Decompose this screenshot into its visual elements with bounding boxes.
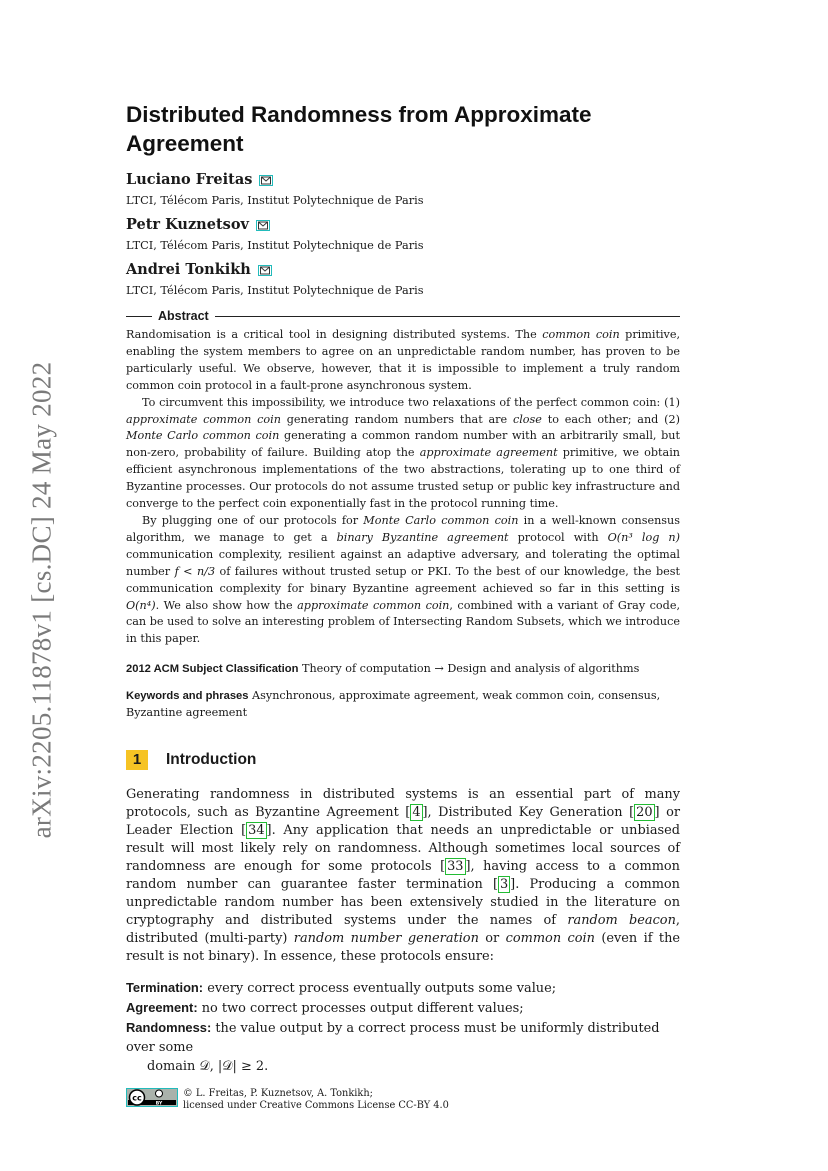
- abstract-rule-left: [126, 316, 152, 317]
- citation-link[interactable]: 20: [636, 804, 653, 820]
- cc-logo-text: cc: [132, 1093, 142, 1103]
- email-icon[interactable]: [258, 265, 272, 276]
- property-agreement: Agreement: no two correct processes output different values;: [126, 999, 524, 1016]
- author-name: Luciano Freitas: [126, 171, 253, 188]
- property-label: Randomness:: [126, 1019, 212, 1035]
- author-1: [126, 170, 680, 189]
- license-text: [183, 1088, 449, 1112]
- section-heading: [126, 750, 680, 770]
- email-icon[interactable]: [259, 175, 273, 186]
- abstract-label: Abstract: [158, 309, 209, 323]
- citation-link[interactable]: 4: [412, 804, 421, 820]
- property-label: Termination:: [126, 979, 204, 995]
- license-line: licensed under Creative Commons License CC-BY 4.0: [183, 1099, 449, 1111]
- abstract-rule-right: [215, 316, 680, 317]
- property-randomness-continued: domain 𝒟, |𝒟| ≥ 2.: [147, 1058, 269, 1074]
- keywords: [126, 688, 680, 722]
- property-termination: Termination: every correct process eventually outputs some value;: [126, 979, 557, 996]
- properties-list: [126, 978, 680, 1076]
- citation-link[interactable]: 33: [447, 858, 464, 874]
- author-name: Andrei Tonkikh: [126, 261, 251, 278]
- abstract-header: [126, 309, 680, 323]
- author-affiliation: LTCI, Télécom Paris, Institut Polytechnique de Paris: [126, 239, 424, 252]
- abstract-paragraph-2: To circumvent this impossibility, we introduce two relaxations of the perfect common coin: (1) approximate common coin generating random numbers that are close to each other; and (2) Monte Carlo common coin generating a common random number with an arbitrarily small, but non-zero, probability of failure. Building atop the approximate agreement primitive, we obtain efficient asynchronous implementations of the two abstractions, tolerating up to one third of Byzantine processes. Our protocols do not assume trusted setup or public key infrastructure and converge to the perfect coin exponentially fast in the protocol running time.: [126, 395, 680, 511]
- section-title: Introduction: [166, 750, 257, 768]
- author-name: Petr Kuznetsov: [126, 216, 249, 233]
- author-affiliation: LTCI, Télécom Paris, Institut Polytechnique de Paris: [126, 284, 424, 297]
- acm-label: 2012 ACM Subject Classification: [126, 663, 299, 676]
- abstract-paragraph-3: By plugging one of our protocols for Monte Carlo common coin in a well-known consensus algorithm, we manage to get a binary Byzantine agreement protocol with O(n³ log n) communication complexity, resilient against an adaptive adversary, and tolerating the optimal number f < n/3 of failures without trusted setup or PKI. To the best of our knowledge, the best communication complexity for binary Byzantine agreement achieved so far in this setting is O(n⁴). We also show how the approximate common coin, combined with a variant of Gray code, can be used to solve an interesting problem of Intersecting Random Subsets, which we introduce in this paper.: [126, 513, 680, 646]
- author-2: [126, 215, 680, 234]
- section-number: 1: [126, 750, 148, 770]
- copyright-line: © L. Freitas, P. Kuznetsov, A. Tonkikh;: [183, 1087, 373, 1099]
- keywords-label: Keywords and phrases: [126, 690, 249, 703]
- arxiv-id-text: arXiv:2205.11878v1 [cs.DC] 24 May 2022: [26, 361, 57, 839]
- by-logo-text: BY: [155, 1101, 163, 1107]
- paper-title: Distributed Randomness from Approximate Agreement: [126, 102, 592, 156]
- abstract-paragraph-1: Randomisation is a critical tool in designing distributed systems. The common coin primitive, enabling the system members to agree on an unpredictable random number, has proven to be particularly useful. We observe, however, that it is impossible to implement a truly random common coin protocol in a fault-prone asynchronous system.: [126, 328, 681, 392]
- author-3: [126, 260, 680, 279]
- citation-link[interactable]: 3: [499, 876, 509, 892]
- author-affiliation: LTCI, Télécom Paris, Institut Polytechnique de Paris: [126, 194, 424, 207]
- intro-paragraph: Generating randomness in distributed systems is an essential part of many protocols, such as Byzantine Agreement [ 4 ], Distributed Key Generation [ 20 ] or Leader Election [ 34 ]. Any application that needs an unpredictable or unbiased result will most likely rely on randomness. Although sometimes local sources of randomness are enough for some protocols [ 33 ], having access to a common random number can guarantee faster termination [ 3 ]. Producing a common unpredictable random number has been extensively studied in the literature on cryptography and distributed systems under the names of random beacon, distributed (multi-party) random number generation or common coin (even if the result is not binary). In essence, these protocols ensure:: [126, 786, 680, 964]
- arxiv-identifier-stamp: [22, 350, 62, 850]
- property-randomness: Randomness: the value output by a correct process must be uniformly distributed over some: [126, 1019, 660, 1055]
- acm-classification: [126, 661, 680, 678]
- license-block: [126, 1088, 680, 1112]
- author-block: [126, 170, 680, 299]
- keywords-text: Asynchronous, approximate agreement, weak common coin, consensus, Byzantine agreement: [126, 689, 661, 720]
- paper-page: [126, 100, 680, 1112]
- citation-link[interactable]: 34: [248, 822, 265, 838]
- property-label: Agreement:: [126, 999, 198, 1015]
- email-icon[interactable]: [256, 220, 270, 231]
- cc-by-license-icon[interactable]: [126, 1088, 178, 1107]
- acm-text: Theory of computation → Design and analysis of algorithms: [302, 662, 640, 676]
